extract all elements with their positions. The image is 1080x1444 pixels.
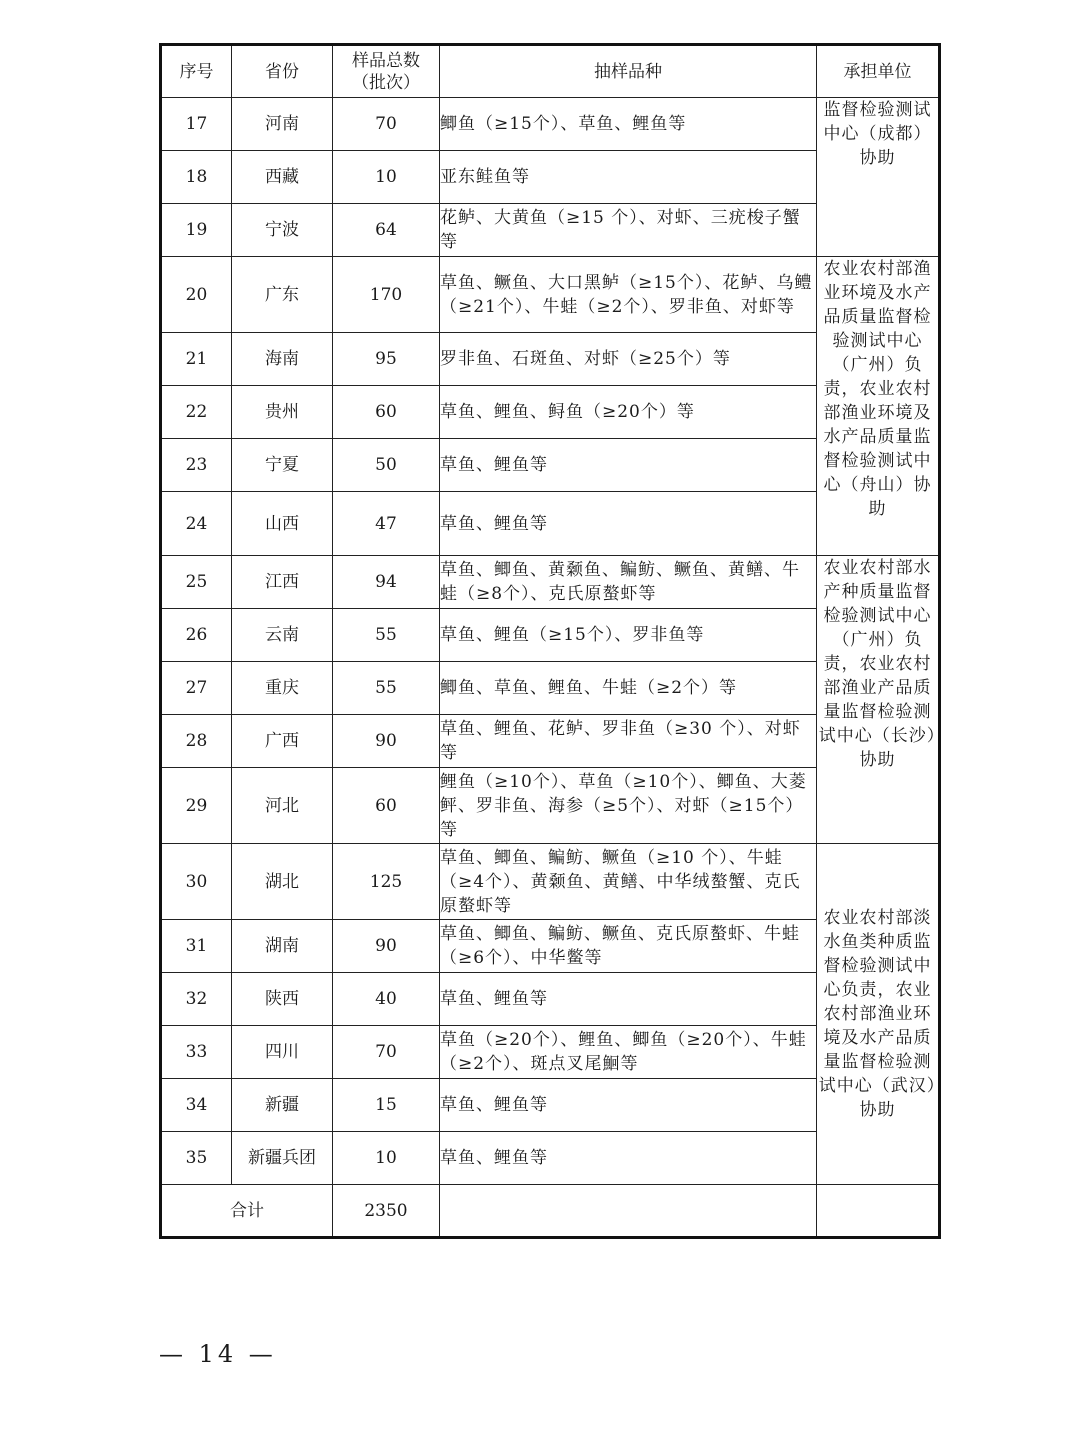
row-index: 17 [161, 98, 232, 151]
row-varieties: 鲫鱼、草鱼、鲤鱼、牛蛙（≥2个）等 [440, 662, 817, 715]
row-varieties: 草鱼、鲤鱼（≥15个）、罗非鱼等 [440, 609, 817, 662]
header-index: 序号 [161, 45, 232, 98]
row-province: 湖北 [232, 844, 333, 920]
row-province: 宁波 [232, 204, 333, 257]
row-total: 90 [333, 715, 440, 768]
row-total: 47 [333, 492, 440, 556]
row-varieties: 草鱼、鲤鱼等 [440, 1132, 817, 1185]
row-varieties: 草鱼、鲤鱼等 [440, 492, 817, 556]
row-province: 陕西 [232, 973, 333, 1026]
page-number: — 14 — [159, 1340, 277, 1368]
total-unit-empty [817, 1185, 940, 1238]
unit-group-2: 农业农村部渔业环境及水产品质量监督检验测试中心（广州）负责，农业农村部渔业环境及水产品质量监督检验测试中心（舟山）协助 [817, 257, 940, 556]
row-index: 26 [161, 609, 232, 662]
row-index: 30 [161, 844, 232, 920]
row-province: 河北 [232, 768, 333, 844]
row-index: 19 [161, 204, 232, 257]
row-province: 湖南 [232, 920, 333, 973]
row-index: 18 [161, 151, 232, 204]
row-province: 江西 [232, 556, 333, 609]
row-index: 32 [161, 973, 232, 1026]
header-total-line2: （批次） [352, 72, 420, 93]
header-unit: 承担单位 [817, 45, 940, 98]
row-province: 西藏 [232, 151, 333, 204]
total-label: 合计 [161, 1185, 333, 1238]
row-index: 35 [161, 1132, 232, 1185]
row-total: 10 [333, 151, 440, 204]
header-varieties: 抽样品种 [440, 45, 817, 98]
table-row [161, 257, 940, 333]
row-total: 10 [333, 1132, 440, 1185]
row-index: 23 [161, 439, 232, 492]
header-total [333, 45, 440, 98]
table-row [161, 844, 940, 920]
row-total: 90 [333, 920, 440, 973]
row-varieties: 草鱼、鲫鱼、黄颡鱼、鳊鲂、鳜鱼、黄鳝、牛蛙（≥8个）、克氏原螯虾等 [440, 556, 817, 609]
row-province: 新疆兵团 [232, 1132, 333, 1185]
row-varieties: 草鱼、鲤鱼等 [440, 973, 817, 1026]
row-varieties: 草鱼、鲤鱼、花鲈、罗非鱼（≥30 个）、对虾等 [440, 715, 817, 768]
row-varieties: 鲫鱼（≥15个）、草鱼、鲤鱼等 [440, 98, 817, 151]
header-row [161, 45, 940, 98]
row-province: 广东 [232, 257, 333, 333]
row-varieties: 鲤鱼（≥10个）、草鱼（≥10个）、鲫鱼、大菱鲆、罗非鱼、海参（≥5个）、对虾（≥15个）等 [440, 768, 817, 844]
row-province: 重庆 [232, 662, 333, 715]
table-row [161, 556, 940, 609]
row-varieties: 亚东鲑鱼等 [440, 151, 817, 204]
unit-group-1: 监督检验测试中心（成都）协助 [817, 98, 940, 257]
row-province: 贵州 [232, 386, 333, 439]
row-varieties: 草鱼、鲫鱼、鳊鲂、鳜鱼、克氏原螯虾、牛蛙（≥6个）、中华鳖等 [440, 920, 817, 973]
row-index: 27 [161, 662, 232, 715]
row-varieties: 草鱼、鲫鱼、鳊鲂、鳜鱼（≥10 个）、牛蛙（≥4个）、黄颡鱼、黄鳝、中华绒螯蟹、克氏原螯虾等 [440, 844, 817, 920]
row-total: 170 [333, 257, 440, 333]
row-varieties: 草鱼、鲤鱼等 [440, 439, 817, 492]
row-index: 28 [161, 715, 232, 768]
row-total: 94 [333, 556, 440, 609]
row-province: 海南 [232, 333, 333, 386]
row-province: 新疆 [232, 1079, 333, 1132]
row-index: 29 [161, 768, 232, 844]
total-row [161, 1185, 940, 1238]
row-total: 60 [333, 386, 440, 439]
row-total: 64 [333, 204, 440, 257]
row-varieties: 草鱼、鳜鱼、大口黑鲈（≥15个）、花鲈、乌鳢（≥21个）、牛蛙（≥2个）、罗非鱼、对虾等 [440, 257, 817, 333]
row-index: 31 [161, 920, 232, 973]
row-index: 34 [161, 1079, 232, 1132]
row-province: 河南 [232, 98, 333, 151]
sampling-table [159, 43, 941, 1239]
row-province: 宁夏 [232, 439, 333, 492]
row-index: 24 [161, 492, 232, 556]
row-total: 70 [333, 1026, 440, 1079]
row-varieties: 花鲈、大黄鱼（≥15 个）、对虾、三疣梭子蟹等 [440, 204, 817, 257]
total-value: 2350 [333, 1185, 440, 1238]
row-varieties: 草鱼（≥20个）、鲤鱼、鲫鱼（≥20个）、牛蛙（≥2个）、斑点叉尾鮰等 [440, 1026, 817, 1079]
table-row [161, 98, 940, 151]
row-total: 15 [333, 1079, 440, 1132]
row-varieties: 草鱼、鲤鱼、鲟鱼（≥20个）等 [440, 386, 817, 439]
header-total-line1: 样品总数 [352, 50, 420, 71]
row-total: 95 [333, 333, 440, 386]
unit-group-4: 农业农村部淡水鱼类种质监督检验测试中心负责，农业农村部渔业环境及水产品质量监督检验测试中心（武汉）协助 [817, 844, 940, 1185]
header-province: 省份 [232, 45, 333, 98]
total-varieties-empty [440, 1185, 817, 1238]
row-total: 55 [333, 662, 440, 715]
row-total: 125 [333, 844, 440, 920]
row-index: 20 [161, 257, 232, 333]
unit-group-3: 农业农村部水产种质量监督检验测试中心（广州）负责，农业农村部渔业产品质量监督检验测试中心（长沙）协助 [817, 556, 940, 844]
row-province: 四川 [232, 1026, 333, 1079]
row-province: 山西 [232, 492, 333, 556]
row-index: 33 [161, 1026, 232, 1079]
row-total: 50 [333, 439, 440, 492]
row-index: 25 [161, 556, 232, 609]
row-province: 广西 [232, 715, 333, 768]
row-total: 40 [333, 973, 440, 1026]
row-index: 21 [161, 333, 232, 386]
row-total: 55 [333, 609, 440, 662]
row-total: 70 [333, 98, 440, 151]
row-varieties: 草鱼、鲤鱼等 [440, 1079, 817, 1132]
row-index: 22 [161, 386, 232, 439]
row-total: 60 [333, 768, 440, 844]
row-varieties: 罗非鱼、石斑鱼、对虾（≥25个）等 [440, 333, 817, 386]
row-province: 云南 [232, 609, 333, 662]
